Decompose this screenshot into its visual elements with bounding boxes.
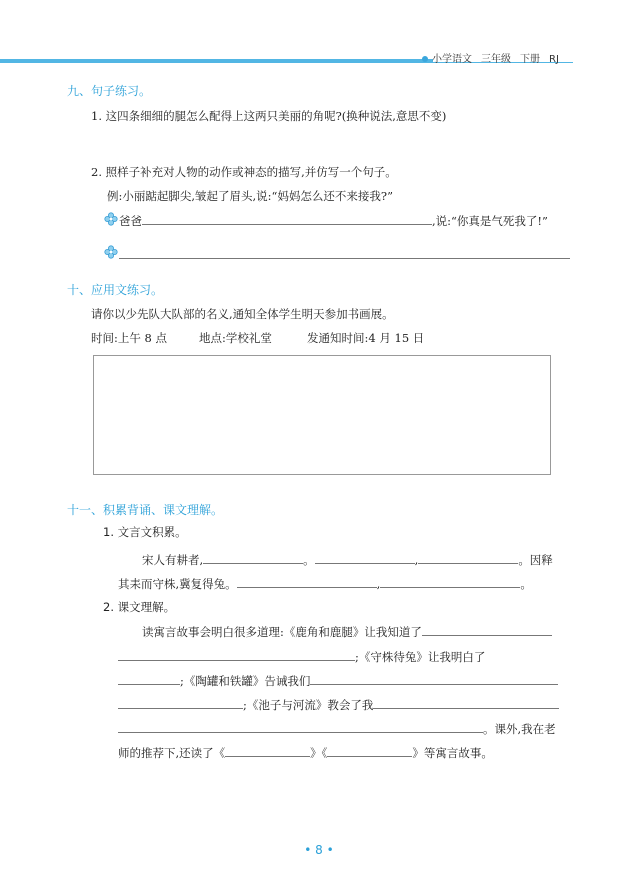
text: 》《 [310, 746, 328, 760]
text: 师的推荐下,还读了《 [118, 746, 226, 760]
writing-box[interactable] [93, 355, 551, 475]
text: 。因释 [518, 553, 553, 567]
fable-line-5 [118, 720, 556, 737]
header-grade: 三年级 [481, 54, 511, 65]
subsection-11-1: 1. 文言文积累。 [103, 525, 187, 539]
blank-11-2d[interactable] [310, 672, 558, 685]
text: , [376, 577, 381, 591]
notice-place: 地点:学校礼堂 [199, 331, 272, 345]
text: 读寓言故事会明白很多道理:《鹿角和鹿腿》让我知道了 [142, 625, 422, 639]
answer-line-1 [119, 212, 548, 229]
blank-11-2c[interactable] [118, 672, 180, 685]
notice-time: 时间:上午 8 点 [91, 331, 168, 345]
blank-11-1b[interactable] [315, 551, 415, 564]
fable-line-3 [118, 672, 558, 689]
blank-11-1c[interactable] [418, 551, 518, 564]
fable-line-1 [142, 623, 552, 640]
classical-line-1 [142, 551, 553, 568]
page-number: • 8 • [304, 843, 334, 857]
blank-11-2i[interactable] [327, 744, 412, 757]
fable-line-6 [118, 744, 493, 761]
section-9-title: 九、句子练习。 [67, 84, 152, 98]
blank-11-2f[interactable] [373, 696, 559, 709]
blank-9-2b[interactable] [119, 258, 570, 259]
subsection-11-2: 2. 课文理解。 [103, 600, 176, 614]
text: 其耒而守株,冀复得兔。 [118, 577, 237, 591]
blank-11-2a[interactable] [422, 623, 552, 636]
notice-date: 发通知时间:4 月 15 日 [307, 331, 425, 345]
classical-line-2 [118, 575, 532, 592]
bullet-icon [422, 56, 428, 62]
blank-11-1d[interactable] [237, 575, 377, 588]
header-edition: RJ [549, 54, 559, 65]
blank-11-2e[interactable] [118, 696, 243, 709]
text: ;《陶罐和铁罐》告诫我们 [180, 674, 311, 688]
question-9-2: 2. 照样子补充对人物的动作或神态的描写,并仿写一个句子。 [91, 165, 397, 179]
blank-11-2b[interactable] [118, 648, 355, 661]
text: , [414, 553, 419, 567]
blank-11-1e[interactable] [380, 575, 520, 588]
text: 。 [303, 553, 315, 567]
blank-9-2a[interactable] [142, 212, 432, 225]
fable-line-2 [118, 648, 485, 665]
notice-prompt: 请你以少先队大队部的名义,通知全体学生明天参加书画展。 [91, 307, 394, 321]
page-header [422, 50, 559, 65]
text: ;《守株待兔》让我明白了 [355, 650, 486, 664]
flower-icon [104, 245, 118, 259]
header-term: 下册 [520, 54, 540, 65]
text: 。 [520, 577, 532, 591]
blank-11-1a[interactable] [203, 551, 303, 564]
blank-11-2h[interactable] [225, 744, 310, 757]
text: 宋人有耕者, [142, 553, 204, 567]
flower-icon [104, 212, 118, 226]
header-bar [0, 59, 433, 63]
header-subject: 小学语文 [432, 54, 472, 65]
example-sentence: 例:小丽踮起脚尖,皱起了眉头,说:“妈妈怎么还不来接我?” [107, 189, 393, 203]
blank-11-2g[interactable] [118, 720, 483, 733]
question-9-1: 1. 这四条细细的腿怎么配得上这两只美丽的角呢?(换种说法,意思不变) [91, 109, 447, 123]
fable-line-4 [118, 696, 559, 713]
line1-end: ,说:“你真是气死我了!” [432, 214, 548, 228]
text: 。课外,我在老 [483, 722, 556, 736]
line1-start: 爸爸 [119, 214, 142, 228]
text: ;《池子与河流》教会了我 [243, 698, 374, 712]
section-11-title: 十一、积累背诵、课文理解。 [67, 503, 224, 517]
section-10-title: 十、应用文练习。 [67, 283, 164, 297]
text: 》等寓言故事。 [412, 746, 493, 760]
